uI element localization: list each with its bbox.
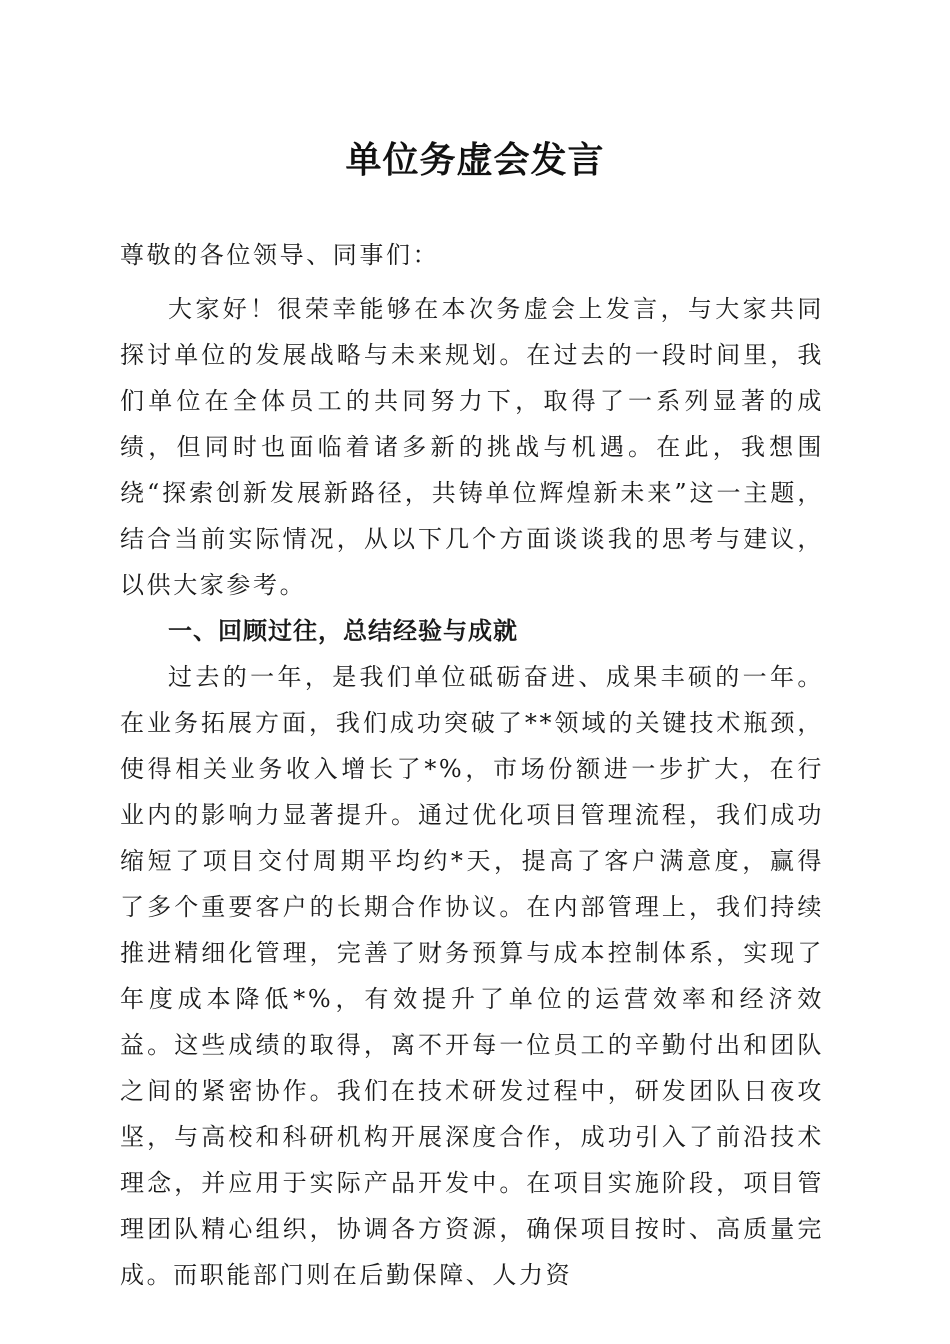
page-title: 单位务虚会发言 xyxy=(345,139,605,181)
intro-paragraph: 大家好！很荣幸能够在本次务虚会上发言，与大家共同探讨单位的发展战略与未来规划。在过去的一段时间里，我们单位在全体员工的共同努力下，取得了一系列显著的成绩，但同时也面临着诸多新的挑战与机遇。在此，我想围绕“探索创新发展新路径，共铸单位辉煌新未来”这一主题，结合当前实际情况，从以下几个方面谈谈我的思考与建议，以供大家参考。 xyxy=(120,295,824,599)
document-body xyxy=(120,232,824,1298)
section-paragraph: 过去的一年，是我们单位砥砺奋进、成果丰硕的一年。在业务拓展方面，我们成功突破了**领域的关键技术瓶颈，使得相关业务收入增长了*%，市场份额进一步扩大，在行业内的影响力显著提升。通过优化项目管理流程，我们成功缩短了项目交付周期平均约*天，提高了客户满意度，赢得了多个重要客户的长期合作协议。在内部管理上，我们持续推进精细化管理，完善了财务预算与成本控制体系，实现了年度成本降低*%，有效提升了单位的运营效率和经济效益。这些成绩的取得，离不开每一位员工的辛勤付出和团队之间的紧密协作。我们在技术研发过程中，研发团队日夜攻坚，与高校和科研机构开展深度合作，成功引入了前沿技术理念，并应用于实际产品开发中。在项目实施阶段，项目管理团队精心组织，协调各方资源，确保项目按时、高质量完成。而职能部门则在后勤保障、人力资 xyxy=(120,663,824,1289)
salutation: 尊敬的各位领导、同事们： xyxy=(120,241,440,269)
section-heading: 一、回顾过往，总结经验与成就 xyxy=(168,617,518,645)
